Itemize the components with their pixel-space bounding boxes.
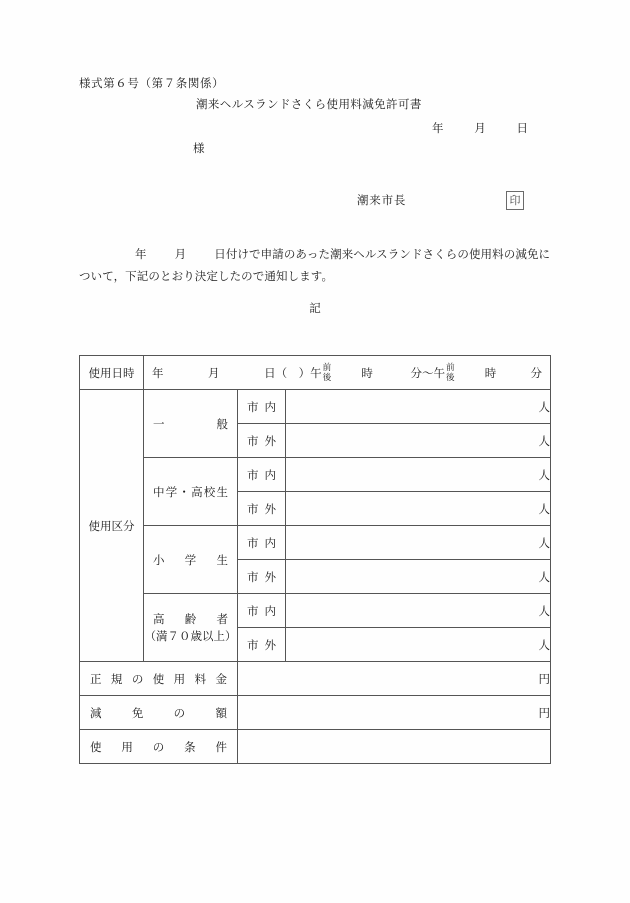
area-2-1: 市外 — [238, 560, 286, 594]
issue-date-year: 年 — [432, 121, 444, 135]
table-row-regular-fee — [80, 662, 551, 696]
area-3-1: 市外 — [238, 628, 286, 662]
issue-date-day: 日 — [516, 121, 528, 135]
datetime-minute-to: 分〜午 — [410, 365, 446, 380]
category-name-3-line2: （満７０歳以上） — [144, 629, 237, 643]
category-name-3 — [144, 594, 238, 662]
table-row — [80, 458, 551, 492]
category-name-2-line1: 小学生 — [153, 552, 228, 567]
table-row-reduction-amount — [80, 696, 551, 730]
datetime-hour-end: 時 — [484, 365, 497, 380]
count-cell-1-1[interactable]: 人 — [286, 492, 551, 526]
issuer-name: 潮来市長 — [357, 193, 407, 207]
reduction-amount-label-text: 減免の額 — [90, 705, 227, 720]
regular-fee-label — [80, 662, 238, 696]
datetime-minute-end: 分 — [530, 365, 543, 380]
category-name-0 — [144, 390, 238, 458]
document-title: 潮来ヘルスランドさくら使用料減免許可書 — [196, 97, 422, 111]
form-number: 様式第６号（第７条関係） — [79, 76, 225, 90]
reduction-amount-value[interactable]: 円 — [238, 696, 551, 730]
count-cell-2-0[interactable]: 人 — [286, 526, 551, 560]
ampm-end-pm: 後 — [446, 372, 455, 383]
category-name-2 — [144, 526, 238, 594]
count-cell-3-1[interactable]: 人 — [286, 628, 551, 662]
table-row — [80, 594, 551, 628]
area-0-1: 市外 — [238, 424, 286, 458]
body-line2: ついて，下記のとおり決定したので通知します。 — [79, 269, 334, 283]
body-line1: 日付けで申請のあった潮来ヘルスランドさくらの使用料の減免に — [214, 247, 551, 261]
count-cell-1-0[interactable]: 人 — [286, 458, 551, 492]
datetime-year: 年 — [152, 365, 164, 380]
datetime-value-cell[interactable] — [144, 356, 551, 390]
table-row-usage-conditions — [80, 730, 551, 764]
category-name-3-line1: 高齢者 — [153, 612, 228, 626]
area-2-0: 市内 — [238, 526, 286, 560]
usage-conditions-label-text: 使用の条件 — [90, 739, 227, 754]
reduction-amount-label — [80, 696, 238, 730]
seal-box: 印 — [506, 191, 524, 210]
count-cell-0-1[interactable]: 人 — [286, 424, 551, 458]
datetime-month: 月 — [208, 365, 220, 380]
issue-date-line — [432, 120, 528, 136]
count-cell-2-1[interactable]: 人 — [286, 560, 551, 594]
regular-fee-label-text: 正規の使用料金 — [90, 671, 227, 686]
addressee-suffix: 様 — [193, 141, 205, 155]
permit-table — [79, 355, 551, 764]
ampm-start-am: 前 — [322, 362, 332, 373]
regular-fee-value[interactable]: 円 — [238, 662, 551, 696]
ampm-end-am: 前 — [446, 362, 455, 373]
category-name-0-line1: 一般 — [153, 416, 228, 431]
datetime-label: 使用日時 — [80, 356, 144, 390]
area-1-1: 市外 — [238, 492, 286, 526]
category-name-1-line1: 中学・高校生 — [153, 484, 228, 499]
area-3-0: 市内 — [238, 594, 286, 628]
ampm-selector-start[interactable] — [323, 363, 332, 383]
count-cell-3-0[interactable]: 人 — [286, 594, 551, 628]
issue-date-month: 月 — [474, 121, 486, 135]
table-row-datetime — [80, 356, 551, 390]
table-row — [80, 390, 551, 424]
usage-conditions-label — [80, 730, 238, 764]
ampm-selector-end[interactable] — [446, 363, 455, 383]
body-paragraph — [79, 243, 551, 287]
ampm-start-pm: 後 — [322, 372, 332, 383]
category-name-1 — [144, 458, 238, 526]
datetime-hour-start: 時 — [361, 365, 373, 380]
area-0-0: 市内 — [238, 390, 286, 424]
body-month: 月 — [174, 247, 187, 261]
usage-conditions-value[interactable] — [238, 730, 551, 764]
usage-category-label: 使用区分 — [80, 390, 144, 662]
datetime-day: 日（ ）午 — [264, 365, 322, 380]
ki-marker: 記 — [309, 301, 321, 315]
count-cell-0-0[interactable]: 人 — [286, 390, 551, 424]
table-row — [80, 526, 551, 560]
area-1-0: 市内 — [238, 458, 286, 492]
body-year: 年 — [135, 247, 147, 261]
